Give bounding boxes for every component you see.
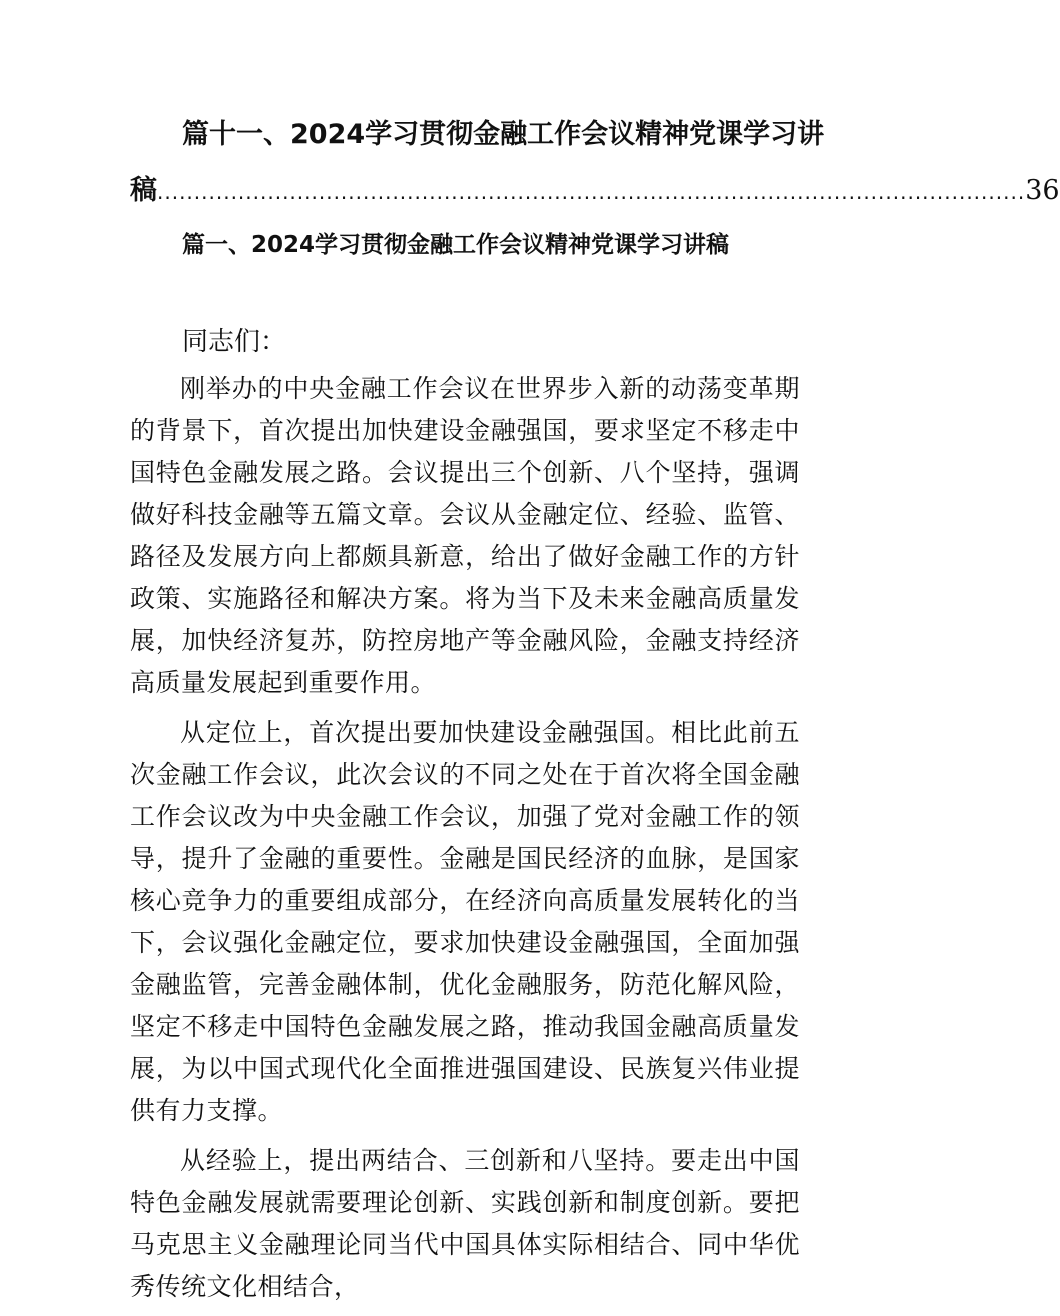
paragraph: 从定位上，首次提出要加快建设金融强国。相比此前五次金融工作会议，此次会议的不同之处在于首次将全国金融工作会议改为中央金融工作会议，加强了党对金融工作的领导，提升了金融的重要性。金融是国民经济的血脉，是国家核心竞争力的重要组成部分，在经济向高质量发展转化的当下，会议强化金融定位，要求加快建设金融强国，全面加强金融监管，完善金融体制，优化金融服务，防范化解风险，坚定不移走中国特色金融发展之路，推动我国金融高质量发展，为以中国式现代化全面推进强国建设、民族复兴伟业提供有力支撑。 <box>130 718 800 1125</box>
toc-leader-dots: ...................................................................................................................... <box>157 180 1026 204</box>
paragraph: 从经验上，提出两结合、三创新和八坚持。要走出中国特色金融发展就需要理论创新、实践创新和制度创新。要把马克思主义金融理论同当代中国具体实际相结合、同中华优秀传统文化相结合， <box>130 1146 800 1301</box>
toc-entry-continuation[interactable] <box>130 168 1060 207</box>
body-text <box>130 321 800 1316</box>
salutation: 同志们： <box>182 327 287 357</box>
toc-entry-title[interactable]: 篇十一、2024学习贯彻金融工作会议精神党课学习讲 <box>182 119 825 150</box>
section-title: 篇一、2024学习贯彻金融工作会议精神党课学习讲稿 <box>182 232 730 258</box>
paragraph: 刚举办的中央金融工作会议在世界步入新的动荡变革期的背景下，首次提出加快建设金融强国，要求坚定不移走中国特色金融发展之路。会议提出三个创新、八个坚持，强调做好科技金融等五篇文章。会议从金融定位、经验、监管、路径及发展方向上都颇具新意，给出了做好金融工作的方针政策、实施路径和解决方案。将为当下及未来金融高质量发展，加快经济复苏，防控房地产等金融风险，金融支持经济高质量发展起到重要作用。 <box>130 374 800 697</box>
toc-entry-title-cont: 稿 <box>130 175 157 206</box>
toc-page-number: 36 <box>1025 175 1060 206</box>
